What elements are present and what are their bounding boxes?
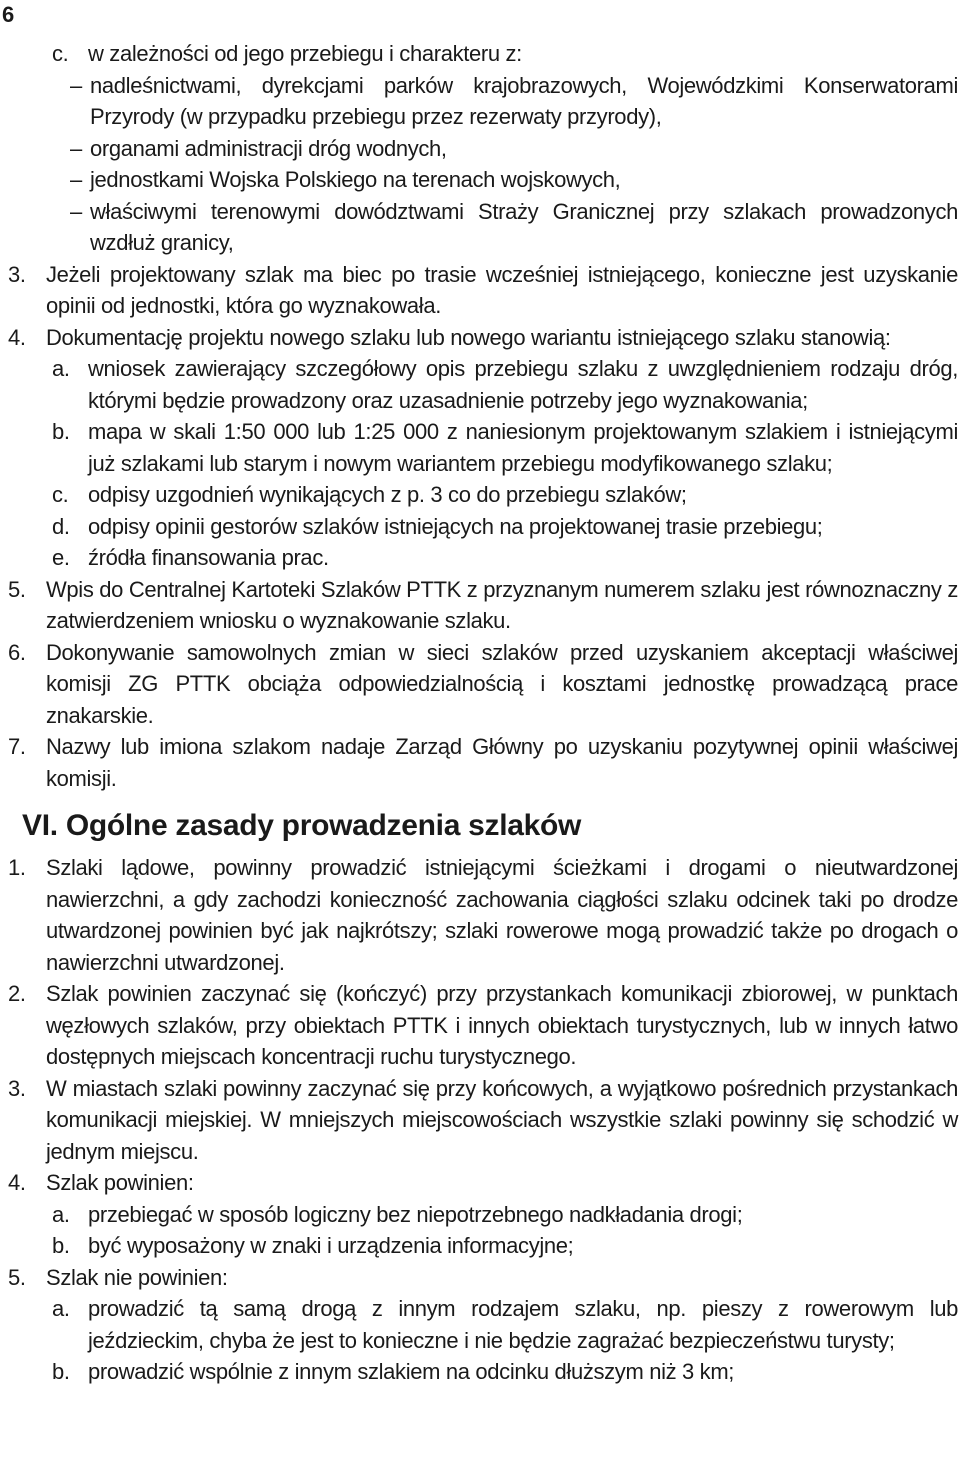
item-label: – — [70, 198, 82, 224]
item-text: właściwymi terenowymi dowództwami Straży Granicznej przy szlakach prowadzonych wzdłuż granicy, — [90, 198, 958, 255]
item-label: 3. — [8, 1075, 26, 1101]
list-item — [0, 637, 958, 732]
item-text: prowadzić tą samą drogą z innym rodzajem szlaku, np. pieszy z rowerowym lub jeździeckim, chyba że jest to konieczne i nie będzie zagrażać bezpieczeństwu turysty; — [88, 1296, 958, 1353]
list-item — [0, 479, 958, 511]
item-text: Jeżeli projektowany szlak ma biec po trasie wcześniej istniejącego, konieczne jest uzyskanie opinii od jednostki, która go wyznakowała. — [46, 261, 958, 318]
list-item — [0, 852, 958, 978]
item-text: mapa w skali 1:50 000 lub 1:25 000 z naniesionym projektowanym szlakiem i istniejącymi już szlakami lub starym i nowym wariantem przebiegu modyfikowanego szlaku; — [88, 419, 958, 476]
item-text: Szlak nie powinien: — [46, 1264, 228, 1290]
list-item — [0, 70, 958, 133]
item-label: 5. — [8, 1264, 26, 1290]
list-item — [0, 511, 958, 543]
list-item — [0, 353, 958, 416]
item-text: w zależności od jego przebiegu i charakteru z: — [88, 41, 522, 66]
list-item — [0, 1167, 958, 1199]
list-item — [0, 416, 958, 479]
item-text: Szlaki lądowe, powinny prowadzić istniejącymi ścieżkami i drogami o nieutwardzonej nawierzchni, a gdy zachodzi konieczność zachowania ciągłości szlaku odcinek taki po drodze utwardzonej powinien być jak najkrótszy; szlaki rowerowe mogą prowadzić także po drogach o nawierzchni utwardzonej. — [46, 855, 958, 975]
list-item — [0, 1073, 958, 1168]
item-label: b. — [52, 1359, 70, 1384]
list-item — [0, 731, 958, 794]
item-text: organami administracji dróg wodnych, — [90, 135, 447, 161]
item-text: W miastach szlaki powinny zaczynać się przy końcowych, a wyjątkowo pośrednich przystankach komunikacji miejskiej. W mniejszych miejscowościach wszystkie szlaki powinny się schodzić w jednym miejscu. — [46, 1075, 958, 1164]
item-label: 3. — [8, 261, 26, 287]
item-label: 6. — [8, 639, 26, 665]
item-label: c. — [52, 482, 69, 507]
list-item — [0, 133, 958, 165]
list-item — [0, 1262, 958, 1294]
item-label: 2. — [8, 981, 26, 1006]
item-text: nadleśnictwami, dyrekcjami parków krajobrazowych, Wojewódzkimi Konserwatorami Przyrody (w przypadku przebiegu przez rezerwaty przyrody), — [90, 72, 958, 129]
item-label: – — [70, 135, 82, 161]
list-item — [0, 164, 958, 196]
item-text: prowadzić wspólnie z innym szlakiem na odcinku dłuższym niż 3 km; — [88, 1359, 735, 1384]
item-label: b. — [52, 419, 70, 444]
list-top — [0, 38, 958, 794]
item-label: – — [70, 167, 82, 192]
item-label: a. — [52, 1296, 70, 1321]
item-label: a. — [52, 1201, 70, 1227]
list-item — [0, 196, 958, 259]
document-body — [0, 38, 958, 1388]
item-label: c. — [52, 41, 69, 66]
item-text: Nazwy lub imiona szlakom nadaje Zarząd Główny po uzyskaniu pozytywnej opinii właściwej komisji. — [46, 734, 958, 791]
section-heading: VI. Ogólne zasady prowadzenia szlaków — [22, 809, 582, 842]
item-label: d. — [52, 513, 70, 539]
item-text: Wpis do Centralnej Kartoteki Szlaków PTTK z przyznanym numerem szlaku jest równoznaczny z zatwierdzeniem wniosku o wyznakowanie szlaku. — [46, 576, 958, 633]
item-text: być wyposażony w znaki i urządzenia informacyjne; — [88, 1233, 574, 1258]
item-label: 4. — [8, 1170, 26, 1195]
list-item — [0, 1199, 958, 1231]
item-text: odpisy uzgodnień wynikających z p. 3 co do przebiegu szlaków; — [88, 482, 687, 507]
item-label: 5. — [8, 576, 26, 602]
item-label: e. — [52, 545, 70, 570]
item-text: odpisy opinii gestorów szlaków istniejących na projektowanej trasie przebiegu; — [88, 513, 823, 539]
list-item — [0, 1356, 958, 1388]
list-item — [0, 38, 958, 70]
list-item — [0, 978, 958, 1073]
item-text: źródła finansowania prac. — [88, 545, 329, 570]
page-number: 6 — [2, 2, 15, 27]
item-text: przebiegać w sposób logiczny bez niepotrzebnego nadkładania drogi; — [88, 1201, 743, 1227]
item-text: jednostkami Wojska Polskiego na terenach wojskowych, — [90, 167, 621, 192]
list-item — [0, 1293, 958, 1356]
list-item — [0, 542, 958, 574]
item-text: Szlak powinien: — [46, 1170, 194, 1195]
item-label: 7. — [8, 734, 26, 759]
item-text: Dokumentację projektu nowego szlaku lub nowego wariantu istniejącego szlaku stanowią: — [46, 324, 891, 350]
item-label: 1. — [8, 855, 26, 880]
list-item — [0, 574, 958, 637]
item-label: 4. — [8, 324, 26, 350]
item-text: wniosek zawierający szczegółowy opis przebiegu szlaku z uwzględnieniem rodzaju dróg, którymi będzie prowadzony oraz uzasadnienie potrzeby jego wyznakowania; — [88, 356, 958, 413]
list-item — [0, 322, 958, 354]
list-item — [0, 259, 958, 322]
list-item — [0, 1230, 958, 1262]
item-text: Dokonywanie samowolnych zmian w sieci szlaków przed uzyskaniem akceptacji właściwej komisji ZG PTTK obciąża odpowiedzialnością i kosztami jednostkę prowadzącą prace znakarskie. — [46, 639, 958, 728]
item-label: a. — [52, 356, 70, 381]
item-label: – — [70, 72, 82, 98]
item-label: b. — [52, 1233, 70, 1258]
item-text: Szlak powinien zaczynać się (kończyć) przy przystankach komunikacji zbiorowej, w punktach węzłowych szlaków, przy obiektach PTTK i innych obiektach turystycznych, lub w innych łatwo dostępnych miejscach koncentracji ruchu turystycznego. — [46, 981, 958, 1069]
list-bottom — [0, 852, 958, 1388]
